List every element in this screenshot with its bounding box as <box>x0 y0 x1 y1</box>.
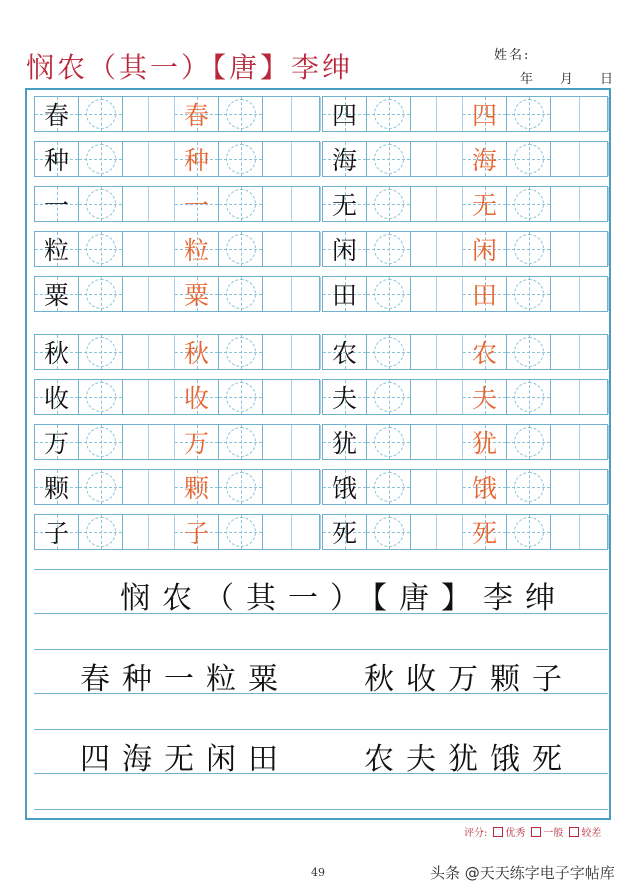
blank-cell <box>411 187 437 221</box>
practice-cell <box>367 142 411 176</box>
blank-cell <box>411 335 437 369</box>
blank-cell <box>580 232 609 266</box>
model-char-cell <box>35 142 79 176</box>
practice-cell <box>79 187 123 221</box>
blank-cell <box>123 232 149 266</box>
blank-cell <box>437 97 463 131</box>
rating-option-average: 一般 <box>543 828 564 839</box>
practice-cell <box>219 187 263 221</box>
blank-cell <box>411 515 437 549</box>
blank-cell <box>263 470 292 504</box>
grid-block <box>322 96 608 312</box>
practice-cell <box>79 232 123 266</box>
page-number: 49 <box>311 866 325 879</box>
trace-char-cell <box>175 380 219 414</box>
blank-cell <box>551 277 580 311</box>
blank-cell <box>123 277 149 311</box>
rating-option-poor: 较差 <box>581 828 602 839</box>
practice-cell <box>79 380 123 414</box>
rating-checkbox-poor[interactable] <box>569 827 579 837</box>
copy-line2-right: 农夫犹饿死 <box>364 742 574 777</box>
rating-checkbox-average[interactable] <box>531 827 541 837</box>
trace-char: 四 <box>471 101 497 130</box>
blank-cell <box>551 142 580 176</box>
grid-row <box>322 514 608 550</box>
trace-char: 收 <box>183 384 209 413</box>
grid-row <box>34 141 320 177</box>
model-char-cell <box>323 277 367 311</box>
practice-cell <box>367 277 411 311</box>
blank-cell <box>437 187 463 221</box>
trace-char: 秋 <box>183 339 209 368</box>
blank-cell <box>123 470 149 504</box>
blank-cell <box>149 425 175 459</box>
grid-row <box>34 514 320 550</box>
blank-cell <box>292 187 321 221</box>
model-char: 海 <box>331 146 357 175</box>
blank-cell <box>263 142 292 176</box>
practice-cell <box>219 380 263 414</box>
trace-char: 闲 <box>471 236 497 265</box>
blank-cell <box>263 187 292 221</box>
trace-char: 田 <box>471 281 497 310</box>
practice-cell <box>507 142 551 176</box>
blank-cell <box>411 142 437 176</box>
blank-cell <box>437 470 463 504</box>
practice-cell <box>367 335 411 369</box>
model-char-cell <box>35 470 79 504</box>
blank-cell <box>263 380 292 414</box>
blank-cell <box>149 187 175 221</box>
model-char-cell <box>323 425 367 459</box>
model-char: 万 <box>43 429 69 458</box>
blank-cell <box>292 277 321 311</box>
practice-cell <box>367 470 411 504</box>
blank-cell <box>149 232 175 266</box>
trace-char-cell <box>175 335 219 369</box>
practice-cell <box>219 470 263 504</box>
model-char: 种 <box>43 146 69 175</box>
blank-cell <box>580 277 609 311</box>
blank-cell <box>292 335 321 369</box>
blank-cell <box>580 425 609 459</box>
blank-cell <box>123 97 149 131</box>
blank-cell <box>437 380 463 414</box>
grid-row <box>322 469 608 505</box>
rating-row <box>464 824 601 839</box>
trace-char-cell <box>463 277 507 311</box>
copy-line1-right: 秋收万颗子 <box>364 662 574 697</box>
blank-cell <box>580 335 609 369</box>
trace-char: 农 <box>471 339 497 368</box>
blank-cell <box>411 380 437 414</box>
blank-cell <box>263 277 292 311</box>
blank-cell <box>292 380 321 414</box>
blank-cell <box>292 97 321 131</box>
trace-char-cell <box>175 232 219 266</box>
page-title: 悯农（其一）【唐】李绅 <box>26 51 354 84</box>
blank-cell <box>580 97 609 131</box>
blank-cell <box>551 232 580 266</box>
blank-cell <box>123 335 149 369</box>
grid-row <box>34 334 320 370</box>
practice-cell <box>79 142 123 176</box>
practice-cell <box>367 380 411 414</box>
model-char-cell <box>35 277 79 311</box>
grid-row <box>322 231 608 267</box>
blank-cell <box>580 515 609 549</box>
blank-cell <box>263 232 292 266</box>
blank-cell <box>123 142 149 176</box>
trace-char: 万 <box>183 429 209 458</box>
practice-cell <box>219 277 263 311</box>
blank-cell <box>551 335 580 369</box>
blank-cell <box>551 187 580 221</box>
model-char: 死 <box>331 519 357 548</box>
model-char-cell <box>35 335 79 369</box>
blank-cell <box>580 470 609 504</box>
trace-char-cell <box>175 187 219 221</box>
blank-cell <box>580 142 609 176</box>
blank-cell <box>263 515 292 549</box>
grid-row <box>322 379 608 415</box>
blank-cell <box>292 232 321 266</box>
grid-row <box>322 334 608 370</box>
blank-cell <box>123 425 149 459</box>
practice-cell <box>79 97 123 131</box>
model-char: 夫 <box>331 384 357 413</box>
blank-cell <box>551 515 580 549</box>
blank-cell <box>411 470 437 504</box>
model-char-cell <box>323 97 367 131</box>
grid-row <box>34 96 320 132</box>
grid-row <box>34 231 320 267</box>
model-char: 收 <box>43 384 69 413</box>
practice-cell <box>79 470 123 504</box>
practice-cell <box>507 232 551 266</box>
grid-row <box>322 96 608 132</box>
blank-cell <box>292 142 321 176</box>
practice-cell <box>507 515 551 549</box>
copy-line2-left: 四海无闲田 <box>80 742 290 777</box>
practice-cell <box>219 335 263 369</box>
model-char: 闲 <box>331 236 357 265</box>
practice-cell <box>79 425 123 459</box>
model-char: 农 <box>331 339 357 368</box>
model-char-cell <box>35 232 79 266</box>
blank-cell <box>149 515 175 549</box>
grid-block <box>34 96 320 312</box>
blank-cell <box>149 380 175 414</box>
model-char-cell <box>323 187 367 221</box>
practice-cell <box>507 425 551 459</box>
practice-cell <box>219 232 263 266</box>
blank-cell <box>292 425 321 459</box>
model-char: 春 <box>43 101 69 130</box>
blank-cell <box>437 232 463 266</box>
practice-cell <box>367 232 411 266</box>
model-char-cell <box>35 187 79 221</box>
grid-row <box>34 186 320 222</box>
grid-block <box>322 334 608 550</box>
blank-cell <box>292 470 321 504</box>
trace-char-cell <box>463 97 507 131</box>
trace-char: 海 <box>471 146 497 175</box>
trace-char: 无 <box>471 191 497 220</box>
blank-cell <box>411 425 437 459</box>
blank-cell <box>437 335 463 369</box>
copy-area <box>34 569 608 810</box>
trace-char: 粒 <box>183 236 209 265</box>
copy-title: 悯农（其一）【唐】李绅 <box>120 581 567 616</box>
trace-char: 一 <box>183 191 209 220</box>
grid-row <box>34 379 320 415</box>
trace-char-cell <box>463 335 507 369</box>
blank-cell <box>411 277 437 311</box>
blank-cell <box>292 515 321 549</box>
trace-char-cell <box>463 232 507 266</box>
model-char: 子 <box>43 519 69 548</box>
model-char: 秋 <box>43 339 69 368</box>
model-char-cell <box>323 380 367 414</box>
trace-char-cell <box>463 515 507 549</box>
blank-cell <box>149 97 175 131</box>
model-char-cell <box>35 425 79 459</box>
practice-cell <box>79 335 123 369</box>
grid-row <box>322 424 608 460</box>
blank-cell <box>263 97 292 131</box>
rating-option-excellent: 优秀 <box>505 828 526 839</box>
grid-row <box>34 276 320 312</box>
blank-cell <box>149 335 175 369</box>
blank-cell <box>437 425 463 459</box>
model-char: 一 <box>43 191 69 220</box>
blank-cell <box>580 380 609 414</box>
trace-char: 犹 <box>471 429 497 458</box>
model-char: 犹 <box>331 429 357 458</box>
name-label: 姓名: <box>494 48 531 63</box>
blank-cell <box>149 470 175 504</box>
trace-char: 种 <box>183 146 209 175</box>
model-char-cell <box>323 142 367 176</box>
model-char-cell <box>323 470 367 504</box>
blank-cell <box>263 335 292 369</box>
practice-cell <box>367 187 411 221</box>
blank-cell <box>263 425 292 459</box>
blank-cell <box>437 515 463 549</box>
model-char: 粒 <box>43 236 69 265</box>
blank-cell <box>411 97 437 131</box>
trace-char-cell <box>463 470 507 504</box>
blank-cell <box>411 232 437 266</box>
model-char-cell <box>35 380 79 414</box>
model-char: 四 <box>331 101 357 130</box>
trace-char: 饿 <box>471 474 497 503</box>
practice-cell <box>507 335 551 369</box>
practice-cell <box>367 515 411 549</box>
model-char: 粟 <box>43 281 69 310</box>
grid-row <box>34 469 320 505</box>
year-label: 年 <box>520 72 534 87</box>
grid-row <box>322 141 608 177</box>
practice-cell <box>79 277 123 311</box>
trace-char-cell <box>175 515 219 549</box>
grid-block <box>34 334 320 550</box>
model-char-cell <box>35 97 79 131</box>
practice-cell <box>507 97 551 131</box>
trace-char-cell <box>463 380 507 414</box>
practice-cell <box>507 380 551 414</box>
blank-cell <box>123 187 149 221</box>
model-char: 颗 <box>43 474 69 503</box>
practice-cell <box>79 515 123 549</box>
model-char-cell <box>323 515 367 549</box>
model-char: 无 <box>331 191 357 220</box>
blank-cell <box>123 515 149 549</box>
blank-cell <box>149 142 175 176</box>
trace-char: 死 <box>471 519 497 548</box>
grid-row <box>322 276 608 312</box>
model-char: 饿 <box>331 474 357 503</box>
trace-char: 粟 <box>183 281 209 310</box>
practice-cell <box>507 187 551 221</box>
blank-cell <box>551 470 580 504</box>
practice-cell <box>367 97 411 131</box>
blank-cell <box>551 425 580 459</box>
trace-char-cell <box>463 425 507 459</box>
practice-cell <box>219 425 263 459</box>
model-char-cell <box>323 335 367 369</box>
trace-char: 夫 <box>471 384 497 413</box>
grid-row <box>322 186 608 222</box>
blank-cell <box>437 277 463 311</box>
trace-char-cell <box>175 425 219 459</box>
trace-char-cell <box>463 142 507 176</box>
copy-line1-left: 春种一粒粟 <box>80 662 290 697</box>
model-char-cell <box>35 515 79 549</box>
day-label: 日 <box>600 72 614 87</box>
trace-char-cell <box>175 470 219 504</box>
blank-cell <box>551 380 580 414</box>
trace-char: 子 <box>183 519 209 548</box>
blank-cell <box>551 97 580 131</box>
trace-char-cell <box>175 277 219 311</box>
grid-row <box>34 424 320 460</box>
rating-label: 评分: <box>464 828 488 839</box>
watermark: 头条 @天天练字电子字帖库 <box>430 864 615 882</box>
blank-cell <box>580 187 609 221</box>
month-label: 月 <box>560 72 574 87</box>
practice-cell <box>219 515 263 549</box>
trace-char-cell <box>175 142 219 176</box>
blank-cell <box>123 380 149 414</box>
model-char-cell <box>323 232 367 266</box>
blank-cell <box>149 277 175 311</box>
practice-cell <box>219 97 263 131</box>
trace-char-cell <box>175 97 219 131</box>
practice-cell <box>219 142 263 176</box>
rating-checkbox-excellent[interactable] <box>493 827 503 837</box>
blank-cell <box>437 142 463 176</box>
trace-char: 颗 <box>183 474 209 503</box>
practice-cell <box>507 277 551 311</box>
trace-char: 春 <box>183 101 209 130</box>
trace-char-cell <box>463 187 507 221</box>
practice-cell <box>367 425 411 459</box>
model-char: 田 <box>331 281 357 310</box>
practice-cell <box>507 470 551 504</box>
